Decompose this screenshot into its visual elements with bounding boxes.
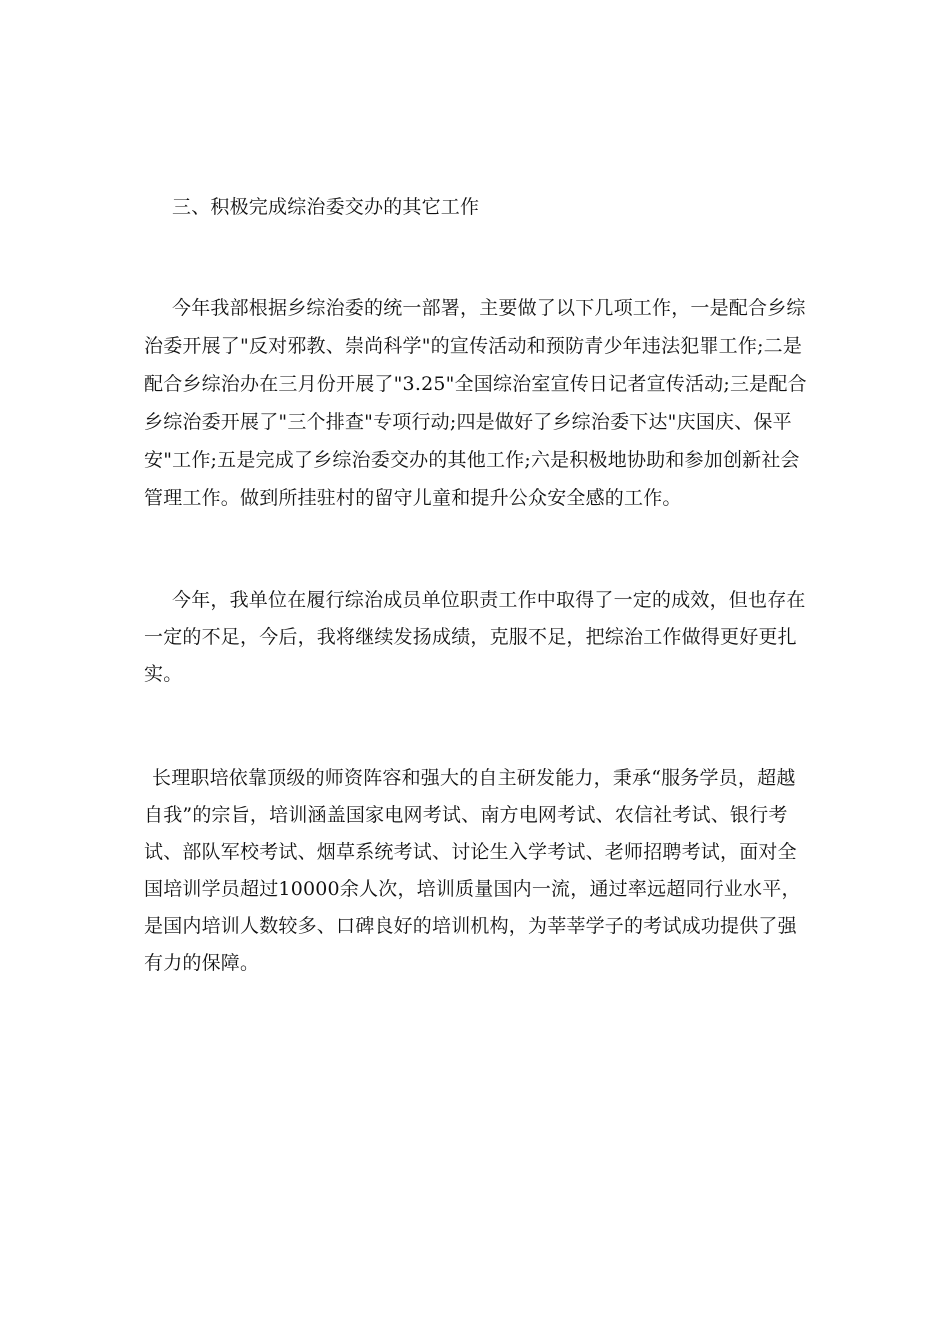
paragraph-line: 是国内培训人数较多、口碑良好的培训机构，为莘莘学子的考试成功提供了强 xyxy=(144,915,797,937)
paragraph-line: 今年我部根据乡综治委的统一部署，主要做了以下几项工作，一是配合乡综 xyxy=(172,297,806,319)
paragraph-line: 乡综治委开展了"三个排查"专项行动;四是做好了乡综治委下达"庆国庆、保平 xyxy=(144,411,792,433)
paragraph-line: 一定的不足，今后，我将继续发扬成绩，克服不足，把综治工作做得更好更扎 xyxy=(144,626,797,648)
paragraph-line: 治委开展了"反对邪教、崇尚科学"的宣传活动和预防青少年违法犯罪工作;二是 xyxy=(144,335,803,357)
paragraph-line: 安"工作;五是完成了乡综治委交办的其他工作;六是积极地协助和参加创新社会 xyxy=(144,449,800,471)
paragraph-line: 管理工作。做到所挂驻村的留守儿童和提升公众安全感的工作。 xyxy=(144,487,682,509)
paragraph-line: 试、部队军校考试、烟草系统考试、讨论生入学考试、老师招聘考试，面对全 xyxy=(144,841,797,863)
paragraph-line: 配合乡综治办在三月份开展了"3.25"全国综治室宣传日记者宣传活动;三是配合 xyxy=(144,373,807,395)
paragraph-line: 今年，我单位在履行综治成员单位职责工作中取得了一定的成效，但也存在 xyxy=(172,589,806,611)
paragraph-line: 国培训学员超过10000余人次，培训质量国内一流，通过率远超同行业水平， xyxy=(144,878,801,900)
paragraph-line: 实。 xyxy=(144,663,183,685)
section-heading: 三、积极完成综治委交办的其它工作 xyxy=(172,196,480,218)
paragraph-line: 自我”的宗旨，培训涵盖国家电网考试、南方电网考试、农信社考试、银行考 xyxy=(144,804,788,826)
paragraph-line: 长理职培依靠顶级的师资阵容和强大的自主研发能力，秉承“服务学员，超越 xyxy=(152,767,796,789)
paragraph-line: 有力的保障。 xyxy=(144,952,260,974)
